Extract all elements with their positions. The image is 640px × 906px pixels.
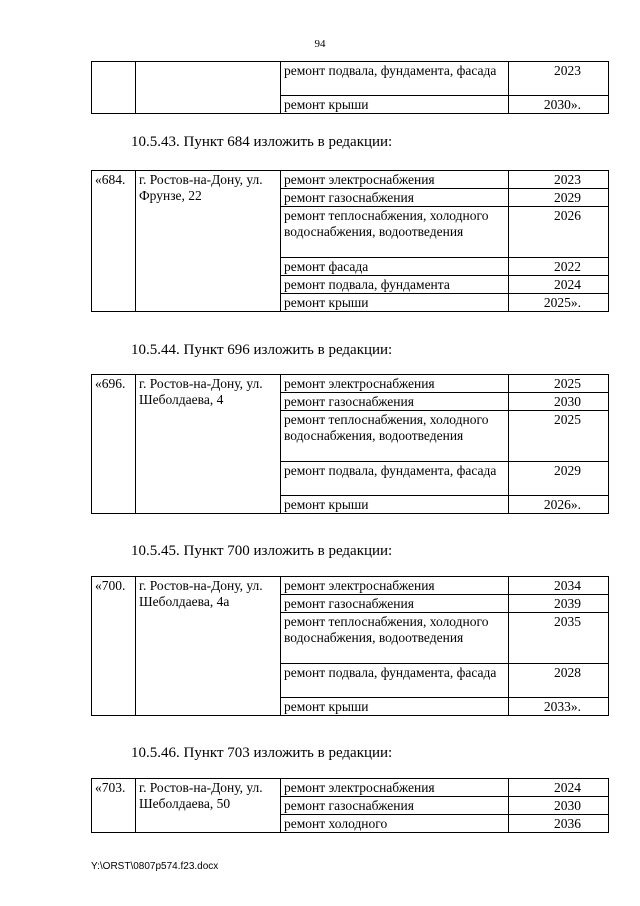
work-cell: ремонт электроснабжения bbox=[281, 577, 509, 595]
work-cell: ремонт подвала, фундамента, фасада bbox=[281, 462, 509, 496]
work-cell: ремонт электроснабжения bbox=[281, 375, 509, 393]
address-cell: г. Ростов-на-Дону, ул. Шеболдаева, 50 bbox=[136, 779, 281, 833]
work-cell: ремонт холодного bbox=[281, 815, 509, 833]
table-row bbox=[92, 62, 609, 96]
work-cell: ремонт газоснабжения bbox=[281, 189, 509, 207]
year-cell: 2028 bbox=[509, 664, 609, 698]
work-cell: ремонт газоснабжения bbox=[281, 393, 509, 411]
num-cell: «696. bbox=[92, 375, 136, 514]
work-cell: ремонт крыши bbox=[281, 698, 509, 716]
year-cell: 2029 bbox=[509, 462, 609, 496]
table-row bbox=[92, 779, 609, 797]
year-cell: 2034 bbox=[509, 577, 609, 595]
year-cell: 2023 bbox=[509, 171, 609, 189]
table-row bbox=[92, 171, 609, 189]
work-cell: ремонт газоснабжения bbox=[281, 595, 509, 613]
num-cell: «703. bbox=[92, 779, 136, 833]
work-cell: ремонт газоснабжения bbox=[281, 797, 509, 815]
table-row bbox=[92, 577, 609, 595]
year-cell: 2029 bbox=[509, 189, 609, 207]
section-table bbox=[91, 374, 609, 514]
work-cell: ремонт подвала, фундамента bbox=[281, 276, 509, 294]
section-heading: 10.5.46. Пункт 703 изложить в редакции: bbox=[131, 745, 393, 761]
work-cell: ремонт теплоснабжения, холодного водоснабжения, водоотведения bbox=[281, 613, 509, 664]
year-cell: 2025». bbox=[509, 294, 609, 312]
table-row bbox=[92, 375, 609, 393]
num-cell: «684. bbox=[92, 171, 136, 312]
work-cell: ремонт крыши bbox=[281, 496, 509, 514]
address-cell: г. Ростов-на-Дону, ул. Шеболдаева, 4 bbox=[136, 375, 281, 514]
work-cell: ремонт теплоснабжения, холодного водоснабжения, водоотведения bbox=[281, 411, 509, 462]
year-cell: 2024 bbox=[509, 276, 609, 294]
year-cell: 2026». bbox=[509, 496, 609, 514]
year-cell: 2030 bbox=[509, 393, 609, 411]
section-table bbox=[91, 576, 609, 716]
work-cell: ремонт электроснабжения bbox=[281, 171, 509, 189]
year-cell: 2025 bbox=[509, 411, 609, 462]
year-cell: 2030 bbox=[509, 797, 609, 815]
work-cell: ремонт подвала, фундамента, фасада bbox=[281, 62, 509, 96]
address-cell: г. Ростов-на-Дону, ул. Фрунзе, 22 bbox=[136, 171, 281, 312]
year-cell: 2025 bbox=[509, 375, 609, 393]
num-cell bbox=[92, 62, 136, 114]
section-table bbox=[91, 778, 609, 833]
page-number: 94 bbox=[314, 38, 326, 50]
work-cell: ремонт теплоснабжения, холодного водоснабжения, водоотведения bbox=[281, 207, 509, 258]
year-cell: 2026 bbox=[509, 207, 609, 258]
work-cell: ремонт крыши bbox=[281, 96, 509, 114]
address-cell bbox=[136, 62, 281, 114]
continuation-table bbox=[91, 61, 609, 114]
work-cell: ремонт фасада bbox=[281, 258, 509, 276]
work-cell: ремонт электроснабжения bbox=[281, 779, 509, 797]
address-cell: г. Ростов-на-Дону, ул. Шеболдаева, 4а bbox=[136, 577, 281, 716]
year-cell: 2039 bbox=[509, 595, 609, 613]
year-cell: 2033». bbox=[509, 698, 609, 716]
section-heading: 10.5.43. Пункт 684 изложить в редакции: bbox=[131, 134, 393, 150]
work-cell: ремонт подвала, фундамента, фасада bbox=[281, 664, 509, 698]
year-cell: 2035 bbox=[509, 613, 609, 664]
year-cell: 2022 bbox=[509, 258, 609, 276]
section-table bbox=[91, 170, 609, 312]
section-heading: 10.5.44. Пункт 696 изложить в редакции: bbox=[131, 342, 393, 358]
section-heading: 10.5.45. Пункт 700 изложить в редакции: bbox=[131, 543, 393, 559]
year-cell: 2030». bbox=[509, 96, 609, 114]
num-cell: «700. bbox=[92, 577, 136, 716]
year-cell: 2036 bbox=[509, 815, 609, 833]
work-cell: ремонт крыши bbox=[281, 294, 509, 312]
year-cell: 2024 bbox=[509, 779, 609, 797]
footer-file-path: Y:\ORST\0807p574.f23.docx bbox=[91, 861, 219, 872]
year-cell: 2023 bbox=[509, 62, 609, 96]
